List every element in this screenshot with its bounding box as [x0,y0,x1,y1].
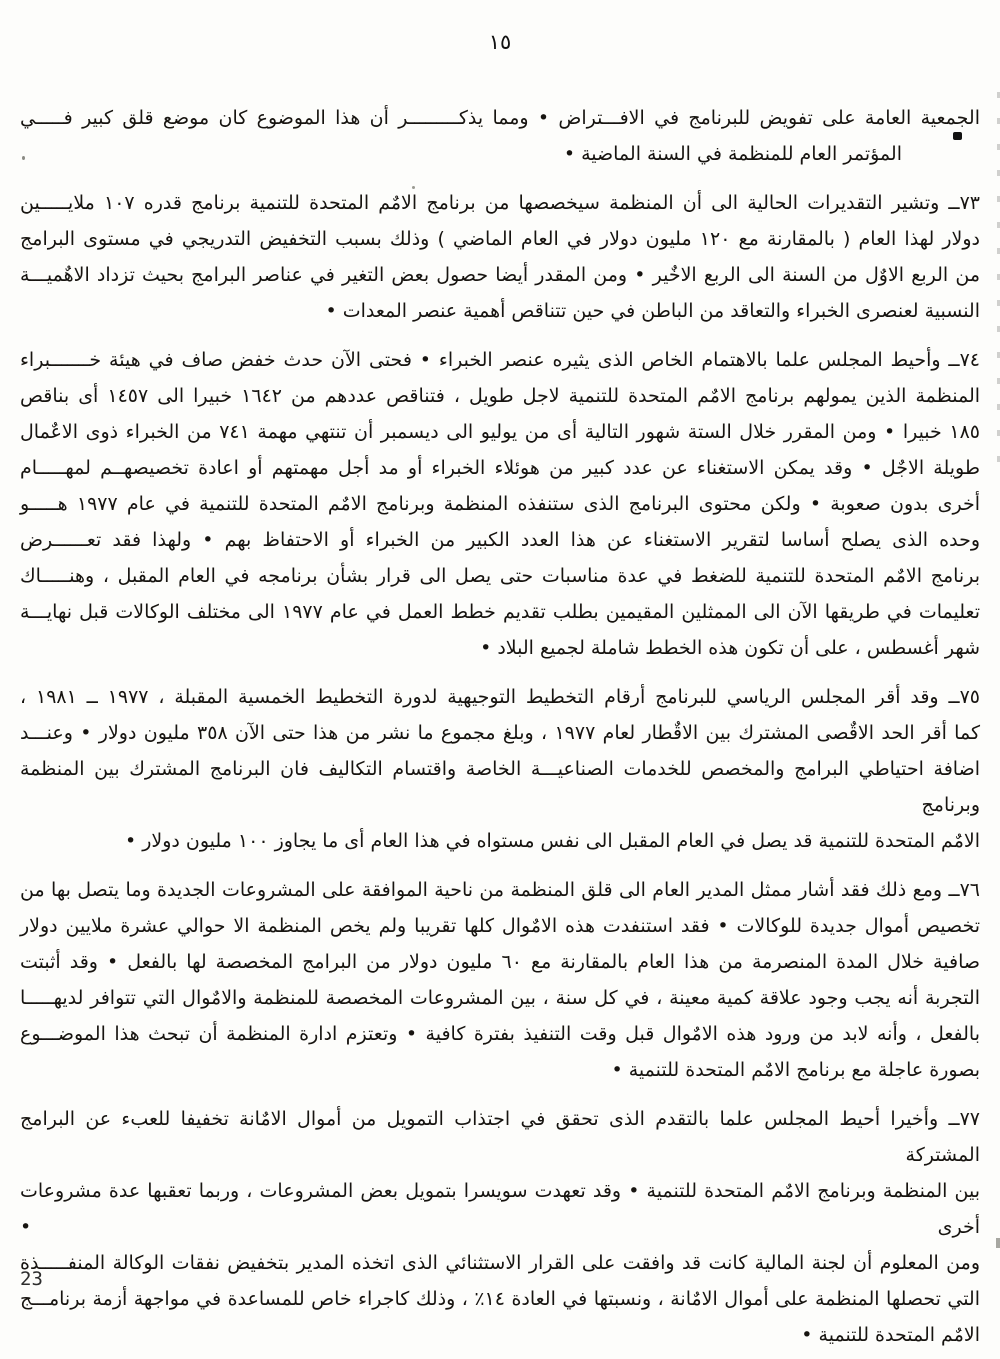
scan-speck-artifact [22,156,25,160]
text-line: ٧٤ــ وأحيط المجلس علما بالاهتمام الخاص الذى يثيره عنصر الخبراء • فحتى الآن حدث خفض صاف في هيئة خـــــــبراء [20,349,980,371]
paragraph-74 [20,342,980,666]
scan-speck-artifact [412,186,415,189]
text-line: شهر أغسطس ، على أن تكون هذه الخطط شاملة لجميع البلاد • [480,637,980,659]
scan-edge-artifact [996,1238,1000,1248]
text-line: صافية خلال المدة المنصرمة من هذا العام بالمقارنة مع ٦٠ مليون دولار من البرامج المخصصة لها بالفعل • وقد أثبتت [20,951,980,973]
paragraph-75 [20,679,980,859]
page-number-arabic: ١٥ [488,30,512,54]
text-line: كما أقر الحد الاقٌصى المشترك بين الاقٌطار لعام ١٩٧٧ ، وبلغ مجموع ما نشر من هذا حتى الآن ٣٥٨ مليون دولار • وعنـــد [20,722,980,744]
text-line: اضافة احتياطي البرامج والمخصص للخدمات الصناعيـــة الخاصة واقتسام التكاليف فان البرنامج المشترك بين المنظمة وبرنامج [20,758,980,816]
text-line: ٧٥ــ وقد أقر المجلس الرياسي للبرنامج أرقام التخطيط التوجيهية لدورة التخطيط الخمسية المقبلة ، ١٩٧٧ ــ ١٩٨١ ، [20,686,980,708]
document-body [20,100,980,1359]
text-line: وحده الذى يصلح أساسا لتقرير الاستغناء عن هذا العدد الكبير من الخبراء أو الاحتفاظ بهم • ولهذا فقد تعــــــرض [20,529,980,551]
text-line: طويلة الاجٌل • وقد يمكن الاستغناء عن عدد كبير من هوئلاء الخبراء أو مد أجل مهمتهم أو اعادة تخصيصهــم لمهـــــام [20,457,980,479]
text-line: المنظمة الذين يمولهم برنامج الامٌم المتحدة للتنمية لاجل طويل ، فتناقص عددهم من ١٦٤٢ خبيرا الى ١٤٥٧ أى بناقص [20,385,981,407]
page-number-footer: 23 [20,1268,43,1290]
text-line: ٧٣ــ وتشير التقديرات الحالية الى أن المنظمة سيخصصها من برنامج الامٌم المتحدة للتنمية برنامج قدره ١٠٧ ملايـــــين [20,192,980,214]
text-line: الامٌم المتحدة للتنمية • [801,1324,980,1346]
text-line: التجربة أنه يجب وجود علاقة كمية معينة ، في كل سنة ، بين المشروعات المخصصة للمنظمة والامٌوال التي تتوافر لديهـــــا [20,987,980,1009]
text-line: ومن المعلوم أن لجنة المالية كانت قد وافقت على القرار الاستثنائي الذى اتخذه المدير بتخفيض نفقات الوكالة المنفـــــذة [20,1252,980,1274]
text-line: بالفعل ، وأنه لابد من ورود هذه الامٌوال قبل وقت التنفيذ بفترة كافية • وتعتزم ادارة المنظمة أن تبحث هذا الموضـــوع [20,1023,980,1045]
text-line: دولار لهذا العام ( بالمقارنة مع ١٢٠ مليون دولار في العام الماضي ) وذلك بسبب التخفيض التدريجي في مستوى البرامج [20,228,981,250]
paragraph-77 [20,1101,980,1353]
text-line: من الربع الاوٌل من السنة الى الربع الاخٌير • ومن المقدر أيضا حصول بعض التغير في عناصر البرامج بحيث تزداد الاهٌميـــة [20,264,980,286]
text-line: المؤتمر العام للمنظمة في السنة الماضية • [563,143,902,165]
text-line: ٧٧ــ وأخيرا أحيط المجلس علما بالتقدم الذى تحقق في اجتذاب التمويل من أموال الامٌانة تخفيفا للعبء عن البرامج المشتركة [20,1108,980,1166]
text-line: أخرى بدون صعوبة • ولكن محتوى البرنامج الذى ستنفذه المنظمة وبرنامج الامٌم المتحدة للتنمية في عام ١٩٧٧ هـــــو [20,493,980,515]
text-line: برنامج الامٌم المتحدة للتنمية للضغط في عدة مناسبات حتى يصل الى قرار بشأن برنامجه في العام المقبل ، وهنـــــاك [20,565,980,587]
text-line: الامٌم المتحدة للتنمية قد يصل في العام المقبل الى نفس مستواه في هذا العام أى ما يجاوز ١٠٠ مليون دولار • [124,830,980,852]
paragraph-intro-continuation [20,100,980,172]
text-line: تعليمات في طريقها الآن الى الممثلين المقيمين بطلب تقديم خطط العمل في عام ١٩٧٧ الى مختلف الوكالات قبل نهايـــة [20,601,980,623]
text-line: تخصيص أموال جديدة للوكالات • فقد استنفدت هذه الامٌوال كلها تقريبا ولم يخص المنظمة الا حوالي عشرة ملايين دولار [20,915,980,937]
paragraph-76 [20,872,980,1088]
text-line: النسبية لعنصرى الخبراء والتعاقد من الباطن في حين تتناقص أهمية عنصر المعدات • [325,300,980,322]
text-line: الجمعية العامة على تفويض للبرنامج في الافـــتراض • ومما يذكـــــــــر أن هذا الموضوع كان موضع قلق كبير فـــــي [20,107,980,129]
text-line: التي تحصلها المنظمة على أموال الامٌانة ، ونسبتها في العادة ١٤٪ ، وذلك كاجراء خاص للمساعدة في مواجهة أزمة برنامـــج [20,1288,981,1310]
text-line: ١٨٥ خبيرا • ومن المقرر خلال الستة شهور التالية أى من يوليو الى ديسمبر أن تنتهي مهمة ٧٤١ من الخبراء ذوى الاعٌمال [20,421,980,443]
text-line: ٧٦ــ ومع ذلك فقد أشار ممثل المدير العام الى قلق المنظمة من ناحية الموافقة على المشروعات الجديدة وما يتصل بها من [20,879,980,901]
text-line: بين المنظمة وبرنامج الامٌم المتحدة للتنمية • وقد تعهدت سويسرا بتمويل بعض المشروعات ، وربما تعقبها عدة مشروعات أخرى • [20,1180,980,1238]
paragraph-73 [20,185,980,329]
text-line: بصورة عاجلة مع برنامج الامٌم المتحدة للتنمية • [611,1059,980,1081]
ink-blob-artifact [953,132,962,140]
